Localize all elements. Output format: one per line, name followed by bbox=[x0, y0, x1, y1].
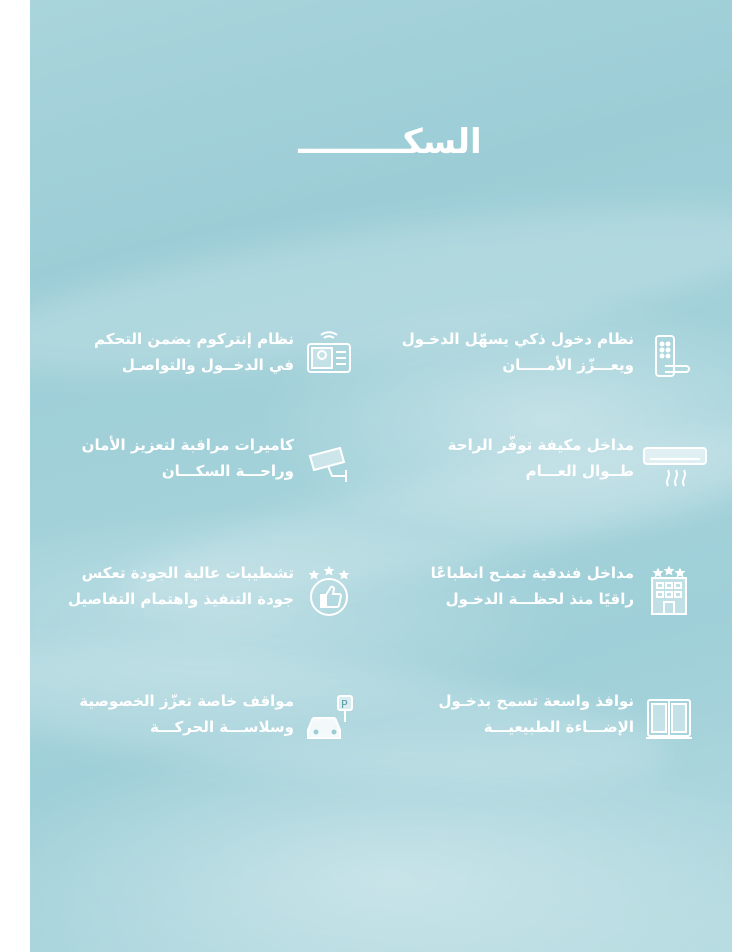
feature-line: الإضـــاءة الطبيعيـــة bbox=[483, 718, 634, 736]
feature-line: كاميرات مراقبة لتعزيز الأمان bbox=[81, 436, 294, 454]
feature-line: تشطيبات عالية الجودة تعكس bbox=[81, 564, 294, 582]
feature-line: مداخل فندقية تمنـح انطباعًا bbox=[430, 564, 634, 582]
window-icon bbox=[642, 692, 696, 746]
feature-hotel-entrances bbox=[370, 560, 700, 630]
feature-line: راقيًا منذ لحظـــة الدخـول bbox=[445, 590, 634, 608]
feature-smart-entry bbox=[370, 326, 700, 396]
feature-line: مواقف خاصة تعزّز الخصوصية bbox=[79, 692, 294, 710]
feature-line: وراحـــة السكـــان bbox=[161, 462, 294, 480]
hotel-building-icon bbox=[642, 564, 696, 618]
feature-line: نوافذ واسعة تسمح بدخـول bbox=[438, 692, 634, 710]
feature-intercom bbox=[30, 326, 360, 396]
feature-line: ويعـــزّز الأمـــــان bbox=[502, 356, 634, 374]
feature-line: وسلاســـة الحركـــة bbox=[149, 718, 294, 736]
parking-car-icon bbox=[302, 692, 356, 746]
air-conditioner-icon bbox=[640, 436, 710, 490]
quality-thumbs-up-icon bbox=[302, 564, 356, 618]
feature-line: في الدخــول والتواصـل bbox=[121, 356, 294, 374]
intercom-icon bbox=[302, 330, 356, 384]
feature-line: جودة التنفيذ واهتمام التفاصيل bbox=[67, 590, 294, 608]
feature-line: مداخل مكيفة توفّر الراحة bbox=[447, 436, 634, 454]
smart-lock-icon bbox=[642, 330, 696, 384]
security-camera-icon bbox=[302, 436, 356, 490]
svg-text:P: P bbox=[341, 698, 348, 711]
feature-windows bbox=[370, 688, 700, 758]
poster-background bbox=[30, 0, 732, 952]
feature-cameras bbox=[30, 432, 360, 502]
feature-line: نظام دخول ذكي يسهّل الدخـول bbox=[401, 330, 634, 348]
feature-ac-ducts bbox=[370, 432, 700, 502]
feature-line: طــوال العـــام bbox=[525, 462, 634, 480]
feature-finishes bbox=[30, 560, 360, 630]
feature-line: نظام إنتركوم يضمن التحكم bbox=[93, 330, 294, 348]
feature-parking bbox=[30, 688, 360, 758]
page-title: السكـــــــــ bbox=[298, 122, 482, 162]
